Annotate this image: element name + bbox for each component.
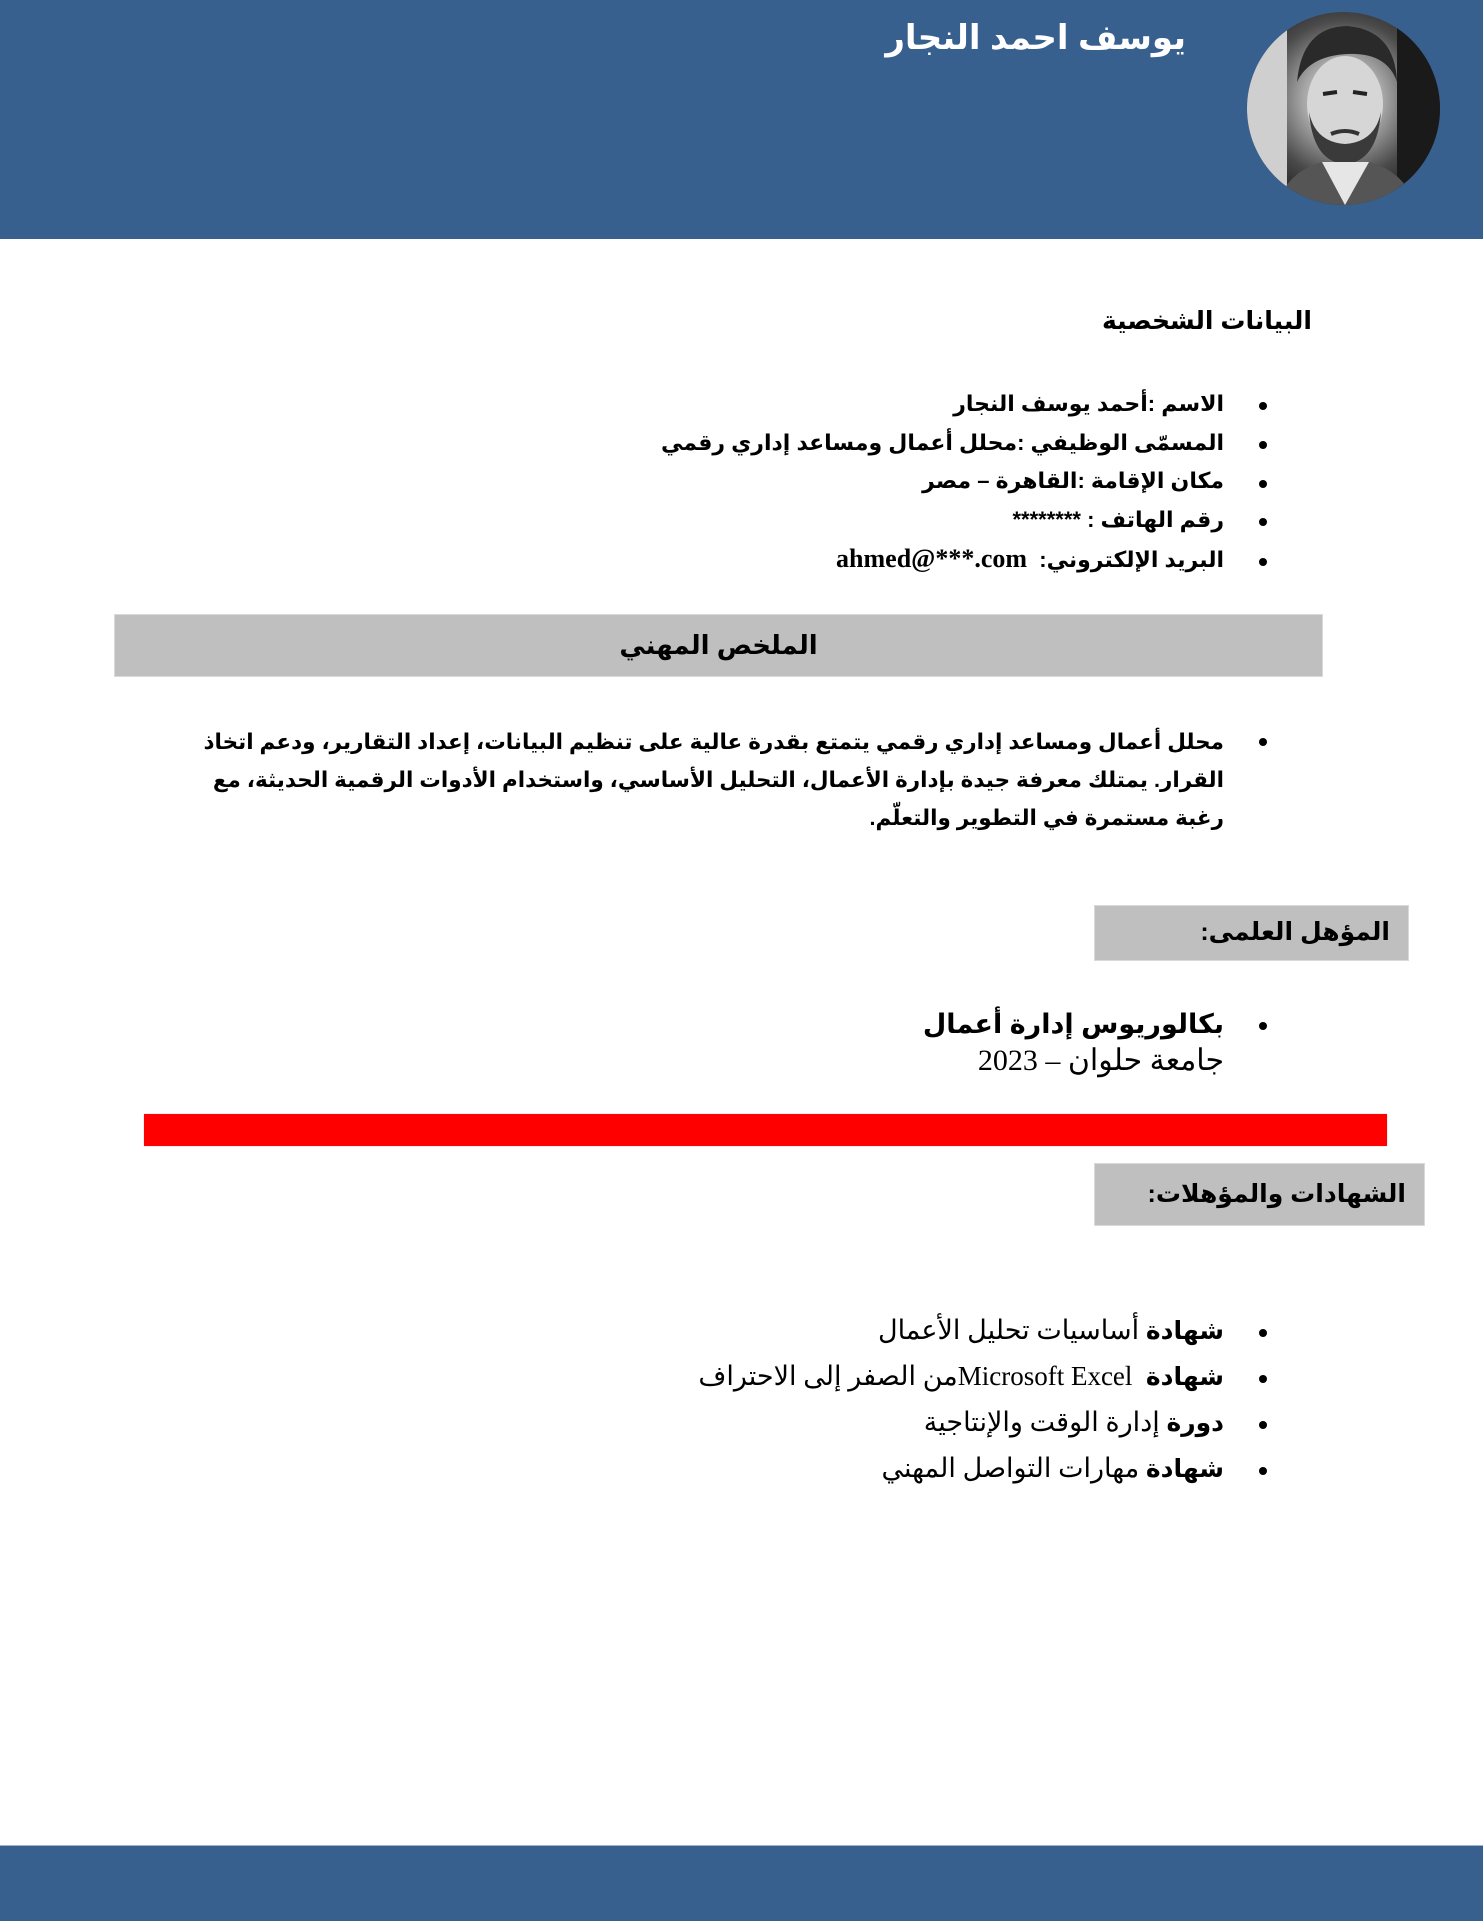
bullet-icon <box>1259 441 1267 449</box>
certificates-list <box>698 1308 1224 1492</box>
certificates-heading-box <box>1094 1163 1425 1226</box>
degree-title: بكالوريوس إدارة أعمال <box>922 1009 1224 1039</box>
bullet-icon <box>1259 518 1267 526</box>
bullet-icon <box>1259 1375 1267 1383</box>
bullet-icon <box>1259 1467 1267 1475</box>
personal-info-title: البيانات الشخصية <box>1101 307 1312 335</box>
certificate-software: Microsoft Excel <box>957 1361 1133 1391</box>
field-value: محلل أعمال ومساعد إداري رقمي <box>660 429 1018 455</box>
footer-banner <box>0 1845 1483 1921</box>
field-value: ******** <box>1012 507 1081 533</box>
certificate-type: شهادة <box>1145 1455 1224 1483</box>
field-label: مكان الإقامة : <box>1077 468 1224 494</box>
header-name: يوسف احمد النجار <box>885 19 1186 57</box>
field-value: أحمد يوسف النجار <box>953 391 1148 416</box>
personal-item-job-title <box>661 424 1224 463</box>
summary-paragraph <box>174 723 1224 837</box>
certificate-item <box>698 1308 1224 1354</box>
degree-title-row <box>923 1005 1224 1043</box>
certificate-name: مهارات التواصل المهني <box>881 1453 1140 1483</box>
field-value: القاهرة – مصر <box>922 468 1078 494</box>
degree-institution-year: جامعة حلوان – 2023 <box>977 1044 1224 1077</box>
certificate-item <box>698 1446 1224 1492</box>
summary-text: محلل أعمال ومساعد إداري رقمي يتمتع بقدرة عالية على تنظيم البيانات، إعداد التقارير، ودعم اتخاذ القرار. يمتلك معرفة جيدة بإدارة الأعمال، التحليل الأساسي، واستخدام الأدوات الرقمية الحديثة، مع رغبة مستمرة في التطوير والتعلّم. <box>203 730 1224 830</box>
bullet-icon <box>1259 480 1267 488</box>
field-label: البريد الإلكتروني: <box>1039 546 1224 572</box>
certificate-type: شهادة <box>1145 1317 1224 1345</box>
bullet-icon <box>1259 402 1267 410</box>
certificate-item <box>698 1400 1224 1446</box>
certificate-name: أساسيات تحليل الأعمال <box>877 1315 1140 1345</box>
certificate-name: من الصفر إلى الاحتراف <box>698 1361 958 1391</box>
profile-photo <box>1247 12 1440 205</box>
email-value[interactable]: ahmed@***.com <box>836 543 1028 573</box>
certificate-name: إدارة الوقت والإنتاجية <box>923 1407 1160 1437</box>
field-label: الاسم : <box>1147 391 1224 416</box>
bullet-icon <box>1259 738 1267 746</box>
bullet-icon <box>1259 1022 1267 1030</box>
certificate-item <box>698 1354 1224 1400</box>
certificate-type: شهادة <box>1145 1363 1224 1391</box>
education-heading-box <box>1094 905 1409 961</box>
portrait-photo-icon <box>1247 12 1440 205</box>
summary-heading-box <box>114 614 1323 677</box>
summary-title: الملخص المهني <box>619 630 818 660</box>
field-label: المسمّى الوظيفي : <box>1017 429 1224 455</box>
personal-item-phone <box>661 501 1224 540</box>
bullet-icon <box>1259 558 1267 566</box>
personal-item-email <box>661 540 1224 580</box>
education-title: المؤهل العلمى: <box>1200 918 1390 946</box>
certificate-type: دورة <box>1166 1409 1224 1437</box>
education-entry <box>923 1005 1224 1079</box>
personal-item-residence <box>661 462 1224 501</box>
certificates-title: الشهادات والمؤهلات: <box>1147 1180 1406 1208</box>
bullet-icon <box>1259 1329 1267 1337</box>
bullet-icon <box>1259 1421 1267 1429</box>
personal-item-name <box>661 385 1224 424</box>
header-banner <box>0 0 1483 239</box>
personal-info-list <box>661 385 1224 580</box>
red-divider-bar <box>144 1114 1387 1146</box>
field-label: رقم الهاتف : <box>1087 507 1224 533</box>
